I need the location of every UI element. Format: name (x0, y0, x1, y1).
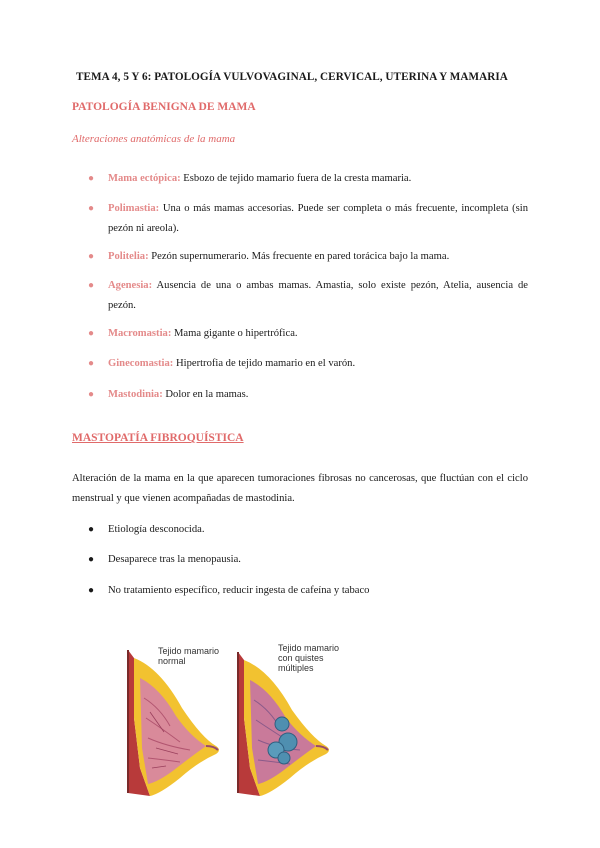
figure-label-cysts: Tejido mamario con quistes múltiples (278, 643, 340, 673)
subheading-anatomical-alterations: Alteraciones anatómicas de la mama (72, 133, 236, 145)
list-item-text: Esbozo de tejido mamario fuera de la cresta mamaria. (180, 173, 412, 184)
list-item (108, 276, 528, 316)
list-item-text: Una o más mamas accesorias. Puede ser completa o más frecuente, incompleta (sin pezón ni areola). (108, 203, 528, 234)
section-heading-benign-breast: PATOLOGÍA BENIGNA DE MAMA (72, 101, 256, 113)
list-item: Etiología desconocida. (108, 524, 205, 535)
list-item (108, 247, 528, 267)
list-item-term: Polimastia: (108, 203, 160, 214)
bullet-icon: ● (88, 328, 95, 339)
figure-label-normal: Tejido mamario normal (158, 646, 220, 666)
list-item-text: Dolor en la mamas. (162, 389, 249, 400)
list-item-term: Ginecomastia: (108, 358, 174, 369)
list-item (108, 354, 528, 374)
list-item: No tratamiento específico, reducir ingesta de cafeína y tabaco (108, 585, 370, 596)
list-item (108, 385, 528, 405)
document-title: TEMA 4, 5 Y 6: PATOLOGÍA VULVOVAGINAL, CERVICAL, UTERINA Y MAMARIA (76, 71, 508, 83)
list-item-term: Politelia: (108, 251, 149, 262)
normal-breast-tissue-drawing (128, 650, 219, 796)
list-item-text: Mama gigante o hipertrófica. (171, 328, 298, 339)
list-item (108, 324, 528, 344)
breast-tissue-figure (120, 638, 360, 803)
bullet-icon: ● (88, 358, 95, 369)
bullet-icon: ● (88, 389, 95, 400)
cystic-breast-tissue-drawing (238, 652, 329, 796)
list-item-term: Mama ectópica: (108, 173, 181, 184)
bullet-icon: ● (88, 203, 95, 214)
list-item-term: Agenesia: (108, 280, 153, 291)
bullet-icon: ● (88, 524, 95, 535)
bullet-icon: ● (88, 251, 95, 262)
list-item-text: Ausencia de una o ambas mamas. Amastia, solo existe pezón, Atelia, ausencia de pezón. (108, 280, 528, 311)
list-item (108, 169, 528, 189)
list-item: Desaparece tras la menopausia. (108, 554, 241, 565)
list-item-text: Pezón supernumerario. Más frecuente en pared torácica bajo la mama. (148, 251, 450, 262)
list-item-text: Hipertrofia de tejido mamario en el varón. (173, 358, 356, 369)
bullet-icon: ● (88, 280, 95, 291)
bullet-icon: ● (88, 585, 95, 596)
list-item-term: Mastodinia: (108, 389, 163, 400)
list-item (108, 199, 528, 239)
bullet-icon: ● (88, 554, 95, 565)
bullet-icon: ● (88, 173, 95, 184)
fibrocystic-paragraph: Alteración de la mama en la que aparecen tumoraciones fibrosas no cancerosas, que fluctúan con el ciclo menstrual y que vienen acompañadas de mastodinia. (72, 473, 528, 504)
list-item-term: Macromastia: (108, 328, 172, 339)
section-heading-fibrocystic: MASTOPATÍA FIBROQUÍSTICA (72, 432, 244, 444)
